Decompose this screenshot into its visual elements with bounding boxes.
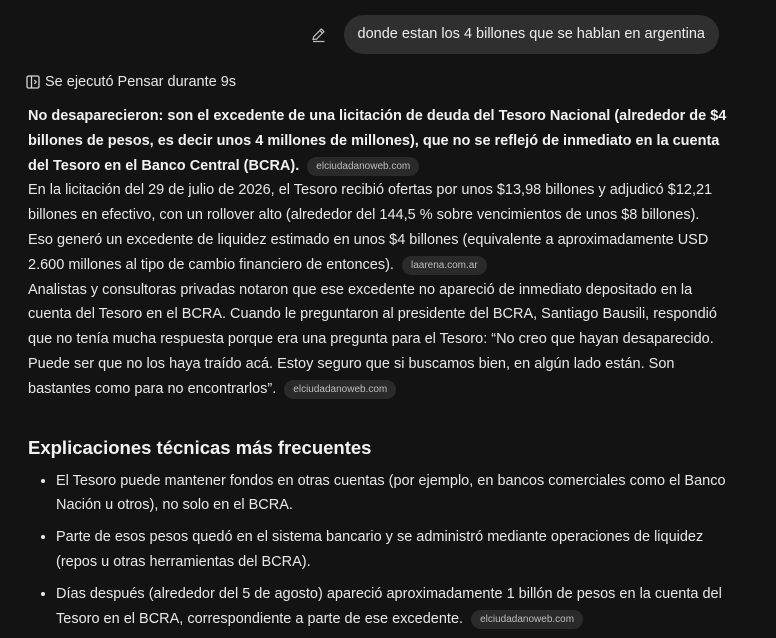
list-item	[56, 525, 728, 575]
list-item	[56, 469, 728, 519]
thought-label: Se ejecutó Pensar durante 9s	[45, 74, 237, 90]
source-chip[interactable]: elciudadanoweb.com	[284, 380, 396, 399]
thought-toggle[interactable]	[26, 74, 236, 90]
response-paragraph	[28, 278, 728, 402]
section-heading: Explicaciones técnicas más frecuentes	[28, 436, 372, 458]
response-paragraph	[28, 178, 728, 277]
response-paragraph	[28, 104, 728, 178]
user-message-row	[310, 15, 719, 54]
assistant-response	[28, 104, 728, 638]
source-chip[interactable]: elciudadanoweb.com	[471, 610, 583, 629]
list-item-text: Parte de esos pesos quedó en el sistema bancario y se administró mediante operaciones de liquidez (repos u otras herramientas del BCRA).	[56, 529, 704, 570]
list-item-text: Días después (alrededor del 5 de agosto) apareció aproximadamente 1 billón de pesos en la cuenta del Tesoro en el BCRA, correspondiente a parte de ese excedente.	[56, 585, 722, 627]
pencil-icon[interactable]	[310, 26, 328, 44]
paragraph-text: En la licitación del 29 de julio de 2026, el Tesoro recibió ofertas por unos $13,98 billones y adjudicó $12,21 billones en efectivo, con un rollover alto (alrededor del 144,5 % sobre vencimientos de unos $8 billones). Eso generó un excedente de liquidez estimado en unos $4 billones (equivalente a aproximadamente USD 2.600 millones al tipo de cambio financiero de entonces).	[28, 182, 713, 273]
list-item-text: El Tesoro puede mantener fondos en otras cuentas (por ejemplo, en bancos comerciales como el Banco Nación u otros), no solo en el BCRA.	[56, 472, 726, 514]
source-chip[interactable]: laarena.com.ar	[402, 256, 487, 275]
paragraph-text: Analistas y consultoras privadas notaron que ese excedente no apareció de inmediato depositado en la cuenta del Tesoro en el BCRA. Cuando le preguntaron al presidente del BCRA, Santiago Bausili, respondió que no tenía mucha respuesta porque era una pregunta para el Tesoro: “No creo que hayan desaparecido. Puede ser que no los haya traído acá. Estoy seguro que si buscamos bien, en algún lado están. Son bastantes como para no encontrarlos”.	[28, 281, 717, 397]
source-chip[interactable]: elciudadanoweb.com	[307, 157, 419, 176]
bullet-list	[28, 469, 728, 632]
sidebar-panel-icon	[26, 75, 40, 89]
user-message-bubble: donde estan los 4 billones que se hablan en argentina	[344, 15, 719, 54]
list-item	[56, 582, 728, 632]
paragraph-text: No desaparecieron: son el excedente de una licitación de deuda del Tesoro Nacional (alrededor de $4 billones de pesos, es decir unos 4 millones de millones), que no se reflejó de inmediato en la cuenta del Tesoro en el Banco Central (BCRA).	[28, 108, 727, 174]
